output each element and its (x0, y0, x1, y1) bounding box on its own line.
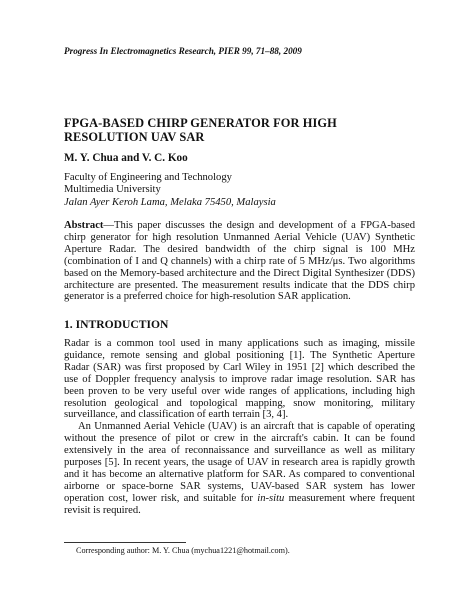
affiliation-block (64, 172, 414, 209)
affiliation-address: Jalan Ayer Keroh Lama, Melaka 75450, Malaysia (64, 196, 276, 208)
body-paragraph: An Unmanned Aerial Vehicle (UAV) is an aircraft that is capable of operating without the presence of pilot or crew in the aircraft's cabin. It can be found extensively in the area of reconnaissance and surveillance as well as military purposes [5]. In recent years, the usage of UAV in research area is rapidly growth and it has become an alternative platform for SAR. As compared to conventional airborne or space-borne SAR systems, UAV-based SAR system has lower operation cost, lower risk, and suitable for in-situ measurement where frequent revisit is required. (64, 421, 415, 516)
running-header: Progress In Electromagnetics Research, PIER 99, 71–88, 2009 (64, 46, 302, 56)
paper-title (64, 116, 414, 144)
author-list: M. Y. Chua and V. C. Koo (64, 152, 188, 164)
affiliation-line: Faculty of Engineering and Technology (64, 172, 232, 183)
affiliation-line: Multimedia University (64, 184, 161, 196)
title-line: FPGA-BASED CHIRP GENERATOR FOR HIGH (64, 116, 337, 130)
body-paragraph: Radar is a common tool used in many applications such as imaging, missile guidance, remote sensing and global positioning [1]. The Synthetic Aperture Radar (SAR) was first proposed by Carl Wiley in 1951 [2] which described the use of Doppler frequency analysis to improve radar image resolution. SAR has been proven to be very useful over wide ranges of applications, including high resolution geological and topological mapping, snow monitoring, military surveillance, and classification of earth terrain [3, 4]. (64, 338, 415, 421)
abstract-label: Abstract (64, 220, 104, 231)
section-body (64, 338, 415, 517)
section-heading: 1. INTRODUCTION (64, 318, 169, 331)
abstract-text: —This paper discusses the design and development of a FPGA-based chirp generator for high resolution Unmanned Aerial Vehicle (UAV) Synthetic Aperture Radar. The desired bandwidth of the chirp signal is 100 MHz (combination of I and Q channels) with a chirp rate of 5 MHz/μs. Two algorithms based on the Memory-based architecture and the Direct Digital Synthesizer (DDS) architecture are presented. The measurement results indicate that the DDS chirp generator is a preferred choice for high-resolution SAR application. (64, 220, 415, 303)
title-line: RESOLUTION UAV SAR (64, 130, 205, 144)
footnote-rule (64, 542, 186, 543)
footnote: Corresponding author: M. Y. Chua (mychua1221@hotmail.com). (76, 546, 290, 555)
abstract (64, 220, 415, 303)
